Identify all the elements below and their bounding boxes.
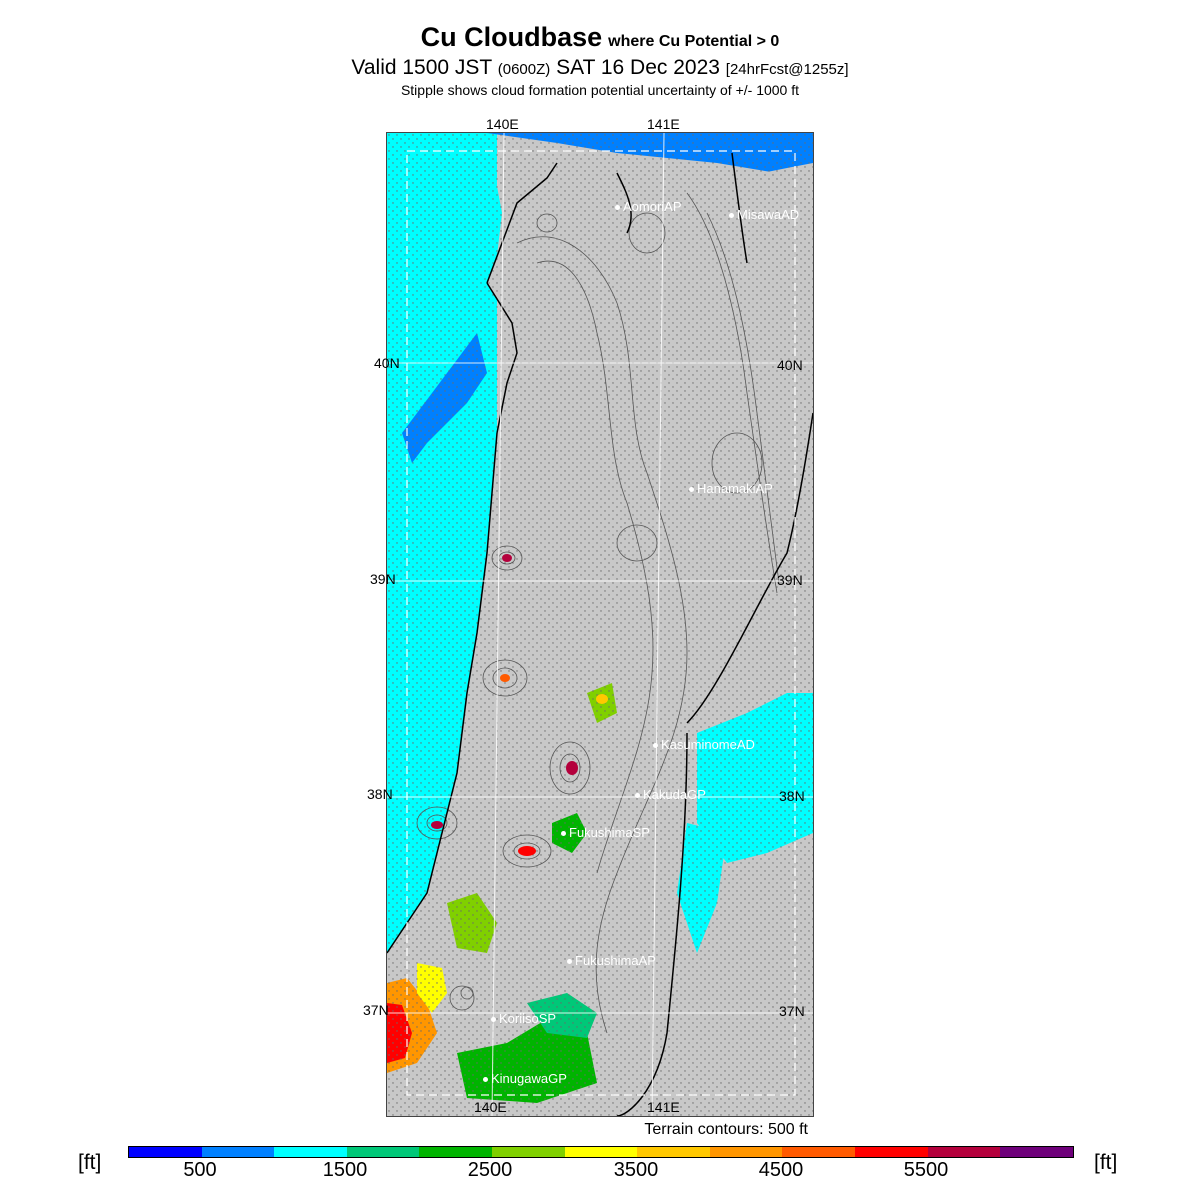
station-dot	[567, 959, 572, 964]
station-aomori	[615, 199, 682, 214]
peak-4	[518, 846, 536, 856]
station-koriiso	[491, 1011, 556, 1026]
colorbar-tick: 1500	[322, 1159, 368, 1181]
colorbar-swatch	[492, 1147, 565, 1157]
colorbar-swatch	[710, 1147, 783, 1157]
lat-label-right-39: 39N	[777, 572, 803, 588]
chart-subtitle	[0, 56, 1200, 80]
colorbar-swatch	[1000, 1147, 1073, 1157]
station-label: KoriisoSP	[499, 1011, 557, 1026]
station-kasuminome	[653, 737, 755, 752]
forecast-info: [24hrFcst@1255z]	[725, 61, 849, 78]
valid-date: SAT 16 Dec 2023	[556, 56, 720, 79]
station-kakuda	[635, 787, 706, 802]
colorbar-unit-right: [ft]	[1094, 1151, 1118, 1174]
colorbar-swatch	[274, 1147, 347, 1157]
station-dot	[653, 743, 658, 748]
station-dot	[561, 831, 566, 836]
station-dot	[689, 487, 694, 492]
station-kinugawa	[483, 1071, 567, 1086]
chart-title	[0, 22, 1200, 53]
colorbar-tick: 4500	[758, 1159, 804, 1181]
lat-label-left-40: 40N	[374, 355, 400, 371]
stipple-note: Stipple shows cloud formation potential uncertainty of +/- 1000 ft	[400, 82, 800, 98]
peak-6	[596, 694, 608, 704]
station-misawa	[729, 207, 799, 222]
stipple-overlay	[387, 133, 813, 1116]
station-label: KasuminomeAD	[661, 737, 755, 752]
station-label: HanamakiAP	[697, 481, 773, 496]
lon-label-bottom-140: 140E	[474, 1099, 507, 1115]
station-label: FukushimaSP	[569, 825, 650, 840]
zulu-time: (0600Z)	[497, 61, 551, 78]
colorbar-swatch	[782, 1147, 855, 1157]
lat-label-right-38: 38N	[779, 788, 805, 804]
station-dot	[483, 1077, 488, 1082]
lat-label-left-39: 39N	[370, 571, 396, 587]
station-fukushima-ap	[567, 953, 656, 968]
colorbar-swatch	[202, 1147, 275, 1157]
station-label: KinugawaGP	[491, 1071, 567, 1086]
station-label: FukushimaAP	[575, 953, 656, 968]
colorbar-swatch	[347, 1147, 420, 1157]
peak-5	[431, 821, 443, 829]
colorbar-swatch	[855, 1147, 928, 1157]
lat-label-right-40: 40N	[777, 357, 803, 373]
colorbar-swatch	[129, 1147, 202, 1157]
colorbar-swatch	[637, 1147, 710, 1157]
station-label: MisawaAD	[737, 207, 800, 222]
colorbar-unit-left: [ft]	[78, 1151, 102, 1174]
lon-label-bottom-141: 141E	[647, 1099, 680, 1115]
lat-label-left-38: 38N	[367, 786, 393, 802]
colorbar-tick: 500	[183, 1159, 217, 1181]
station-hanamaki	[689, 481, 773, 496]
colorbar-tick: 5500	[903, 1159, 949, 1181]
title-main: Cu Cloudbase	[420, 22, 603, 52]
valid-time: Valid 1500 JST	[351, 56, 492, 79]
lat-label-right-37: 37N	[779, 1003, 805, 1019]
title-condition: where Cu Potential > 0	[608, 33, 780, 50]
station-label: AomoriAP	[623, 199, 682, 214]
peak-1	[502, 554, 512, 562]
lat-label-left-37: 37N	[363, 1002, 389, 1018]
colorbar-swatch	[565, 1147, 638, 1157]
station-dot	[635, 793, 640, 798]
peak-2	[500, 674, 510, 682]
station-fukushima-sp	[561, 825, 650, 840]
station-dot	[729, 213, 734, 218]
station-dot	[491, 1017, 496, 1022]
lon-label-top-141: 141E	[647, 116, 680, 132]
cloudbase-map	[386, 132, 814, 1117]
terrain-contour-note: Terrain contours: 500 ft	[644, 1121, 808, 1138]
map-canvas	[387, 133, 813, 1116]
colorbar-swatch	[419, 1147, 492, 1157]
station-dot	[615, 205, 620, 210]
lon-label-top-140: 140E	[486, 116, 519, 132]
colorbar-swatch	[928, 1147, 1001, 1157]
colorbar	[128, 1146, 1074, 1158]
peak-3	[566, 761, 578, 775]
colorbar-tick: 2500	[467, 1159, 513, 1181]
colorbar-tick: 3500	[613, 1159, 659, 1181]
station-label: KakudaGP	[643, 787, 706, 802]
